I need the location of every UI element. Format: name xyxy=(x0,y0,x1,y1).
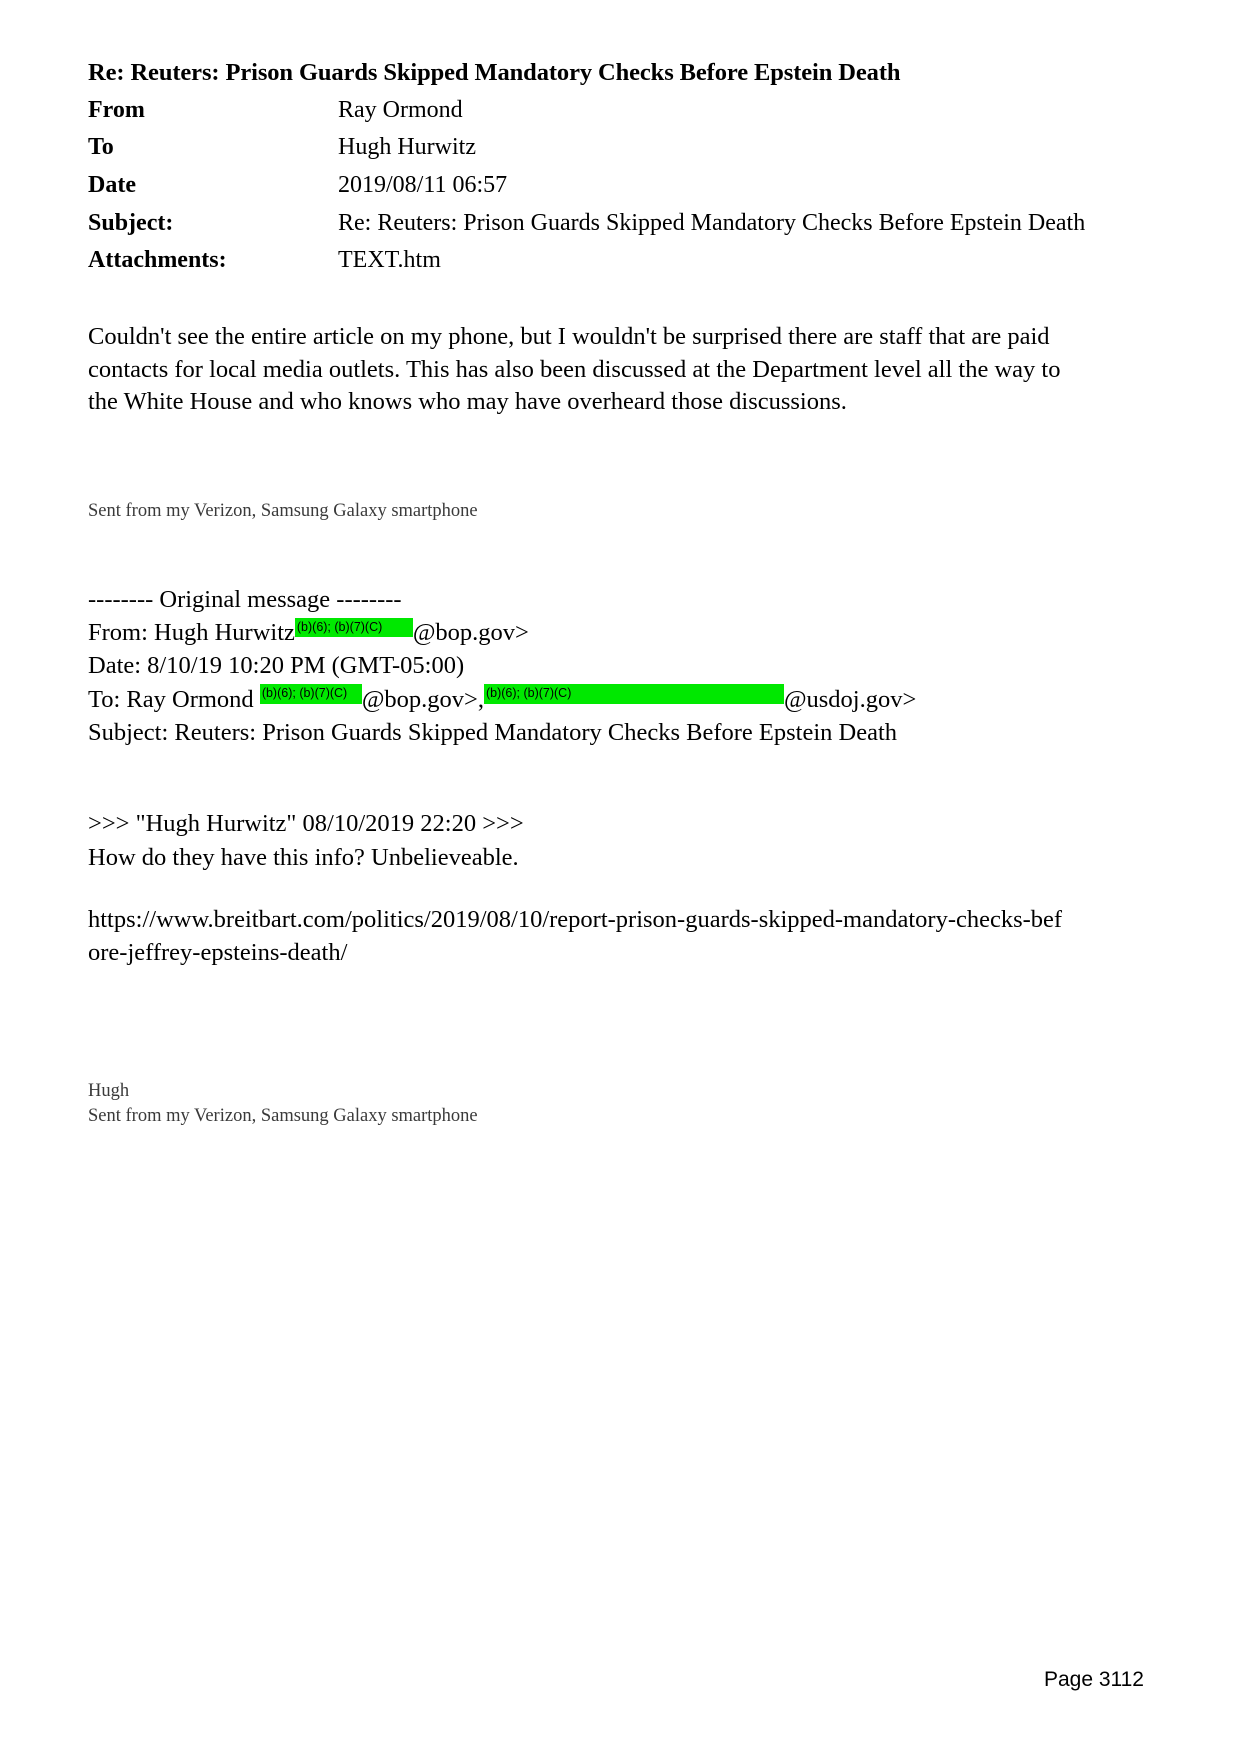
header-value-date: 2019/08/11 06:57 xyxy=(338,171,508,198)
original-message-divider: -------- Original message -------- xyxy=(88,585,402,613)
original-to-domain-1: @bop.gov>, xyxy=(361,685,484,713)
table-row xyxy=(88,168,1140,206)
redaction-box-to-1: (b)(6); (b)(7)(C) xyxy=(260,684,362,704)
quoted-message-header: >>> "Hugh Hurwitz" 08/10/2019 22:20 >>> xyxy=(88,810,524,838)
original-to-domain-2: @usdoj.gov> xyxy=(783,685,917,713)
table-row xyxy=(88,93,1140,131)
original-to-label: To: Ray Ormond xyxy=(88,685,254,713)
redaction-box-from: (b)(6); (b)(7)(C) xyxy=(295,618,413,638)
email-signature: Sent from my Verizon, Samsung Galaxy smartphone xyxy=(88,500,478,521)
page-number: Page 3112 xyxy=(1043,1668,1144,1691)
original-message-block xyxy=(88,583,1140,750)
table-row xyxy=(88,243,1140,281)
page-title: Re: Reuters: Prison Guards Skipped Mandatory Checks Before Epstein Death xyxy=(88,59,901,86)
header-value-to: Hugh Hurwitz xyxy=(338,134,476,161)
table-row xyxy=(88,130,1140,168)
original-message-date: Date: 8/10/19 10:20 PM (GMT-05:00) xyxy=(88,652,465,680)
original-from-domain: @bop.gov> xyxy=(412,619,529,647)
header-value-from: Ray Ormond xyxy=(338,96,463,123)
header-label-to: To xyxy=(88,134,114,161)
original-message-from xyxy=(88,616,1140,649)
email-body: Couldn't see the entire article on my phone, but I wouldn't be surprised there are staff that are paid contacts for local media outlets. This has also been discussed at the Department level all the way to the White House and who knows who may have overheard those discussions. xyxy=(88,322,1061,416)
header-value-subject: Re: Reuters: Prison Guards Skipped Mandatory Checks Before Epstein Death xyxy=(338,209,1086,236)
quoted-message-block xyxy=(88,807,1140,874)
footer-signature: Sent from my Verizon, Samsung Galaxy smartphone xyxy=(88,1106,478,1127)
footer-sender-name: Hugh xyxy=(88,1081,130,1102)
header-label-subject: Subject: xyxy=(88,209,174,236)
article-link[interactable]: https://www.breitbart.com/politics/2019/08/10/report-prison-guards-skipped-mandatory-checks-before-jeffrey-epsteins-death/ xyxy=(88,905,1063,966)
header-label-date: Date xyxy=(88,171,136,198)
footer-signature-block xyxy=(88,1079,1140,1129)
email-header-table xyxy=(88,93,1140,281)
header-label-from: From xyxy=(88,96,145,123)
header-label-attachments: Attachments: xyxy=(88,247,227,274)
original-from-label: From: Hugh Hurwitz xyxy=(88,619,295,647)
original-message-subject: Subject: Reuters: Prison Guards Skipped Mandatory Checks Before Epstein Death xyxy=(88,719,898,747)
original-message-to xyxy=(88,683,1140,716)
table-row xyxy=(88,206,1140,244)
redaction-box-to-2: (b)(6); (b)(7)(C) xyxy=(484,684,784,704)
quoted-message-text: How do they have this info? Unbelieveable. xyxy=(88,843,519,871)
header-value-attachments: TEXT.htm xyxy=(338,247,441,274)
